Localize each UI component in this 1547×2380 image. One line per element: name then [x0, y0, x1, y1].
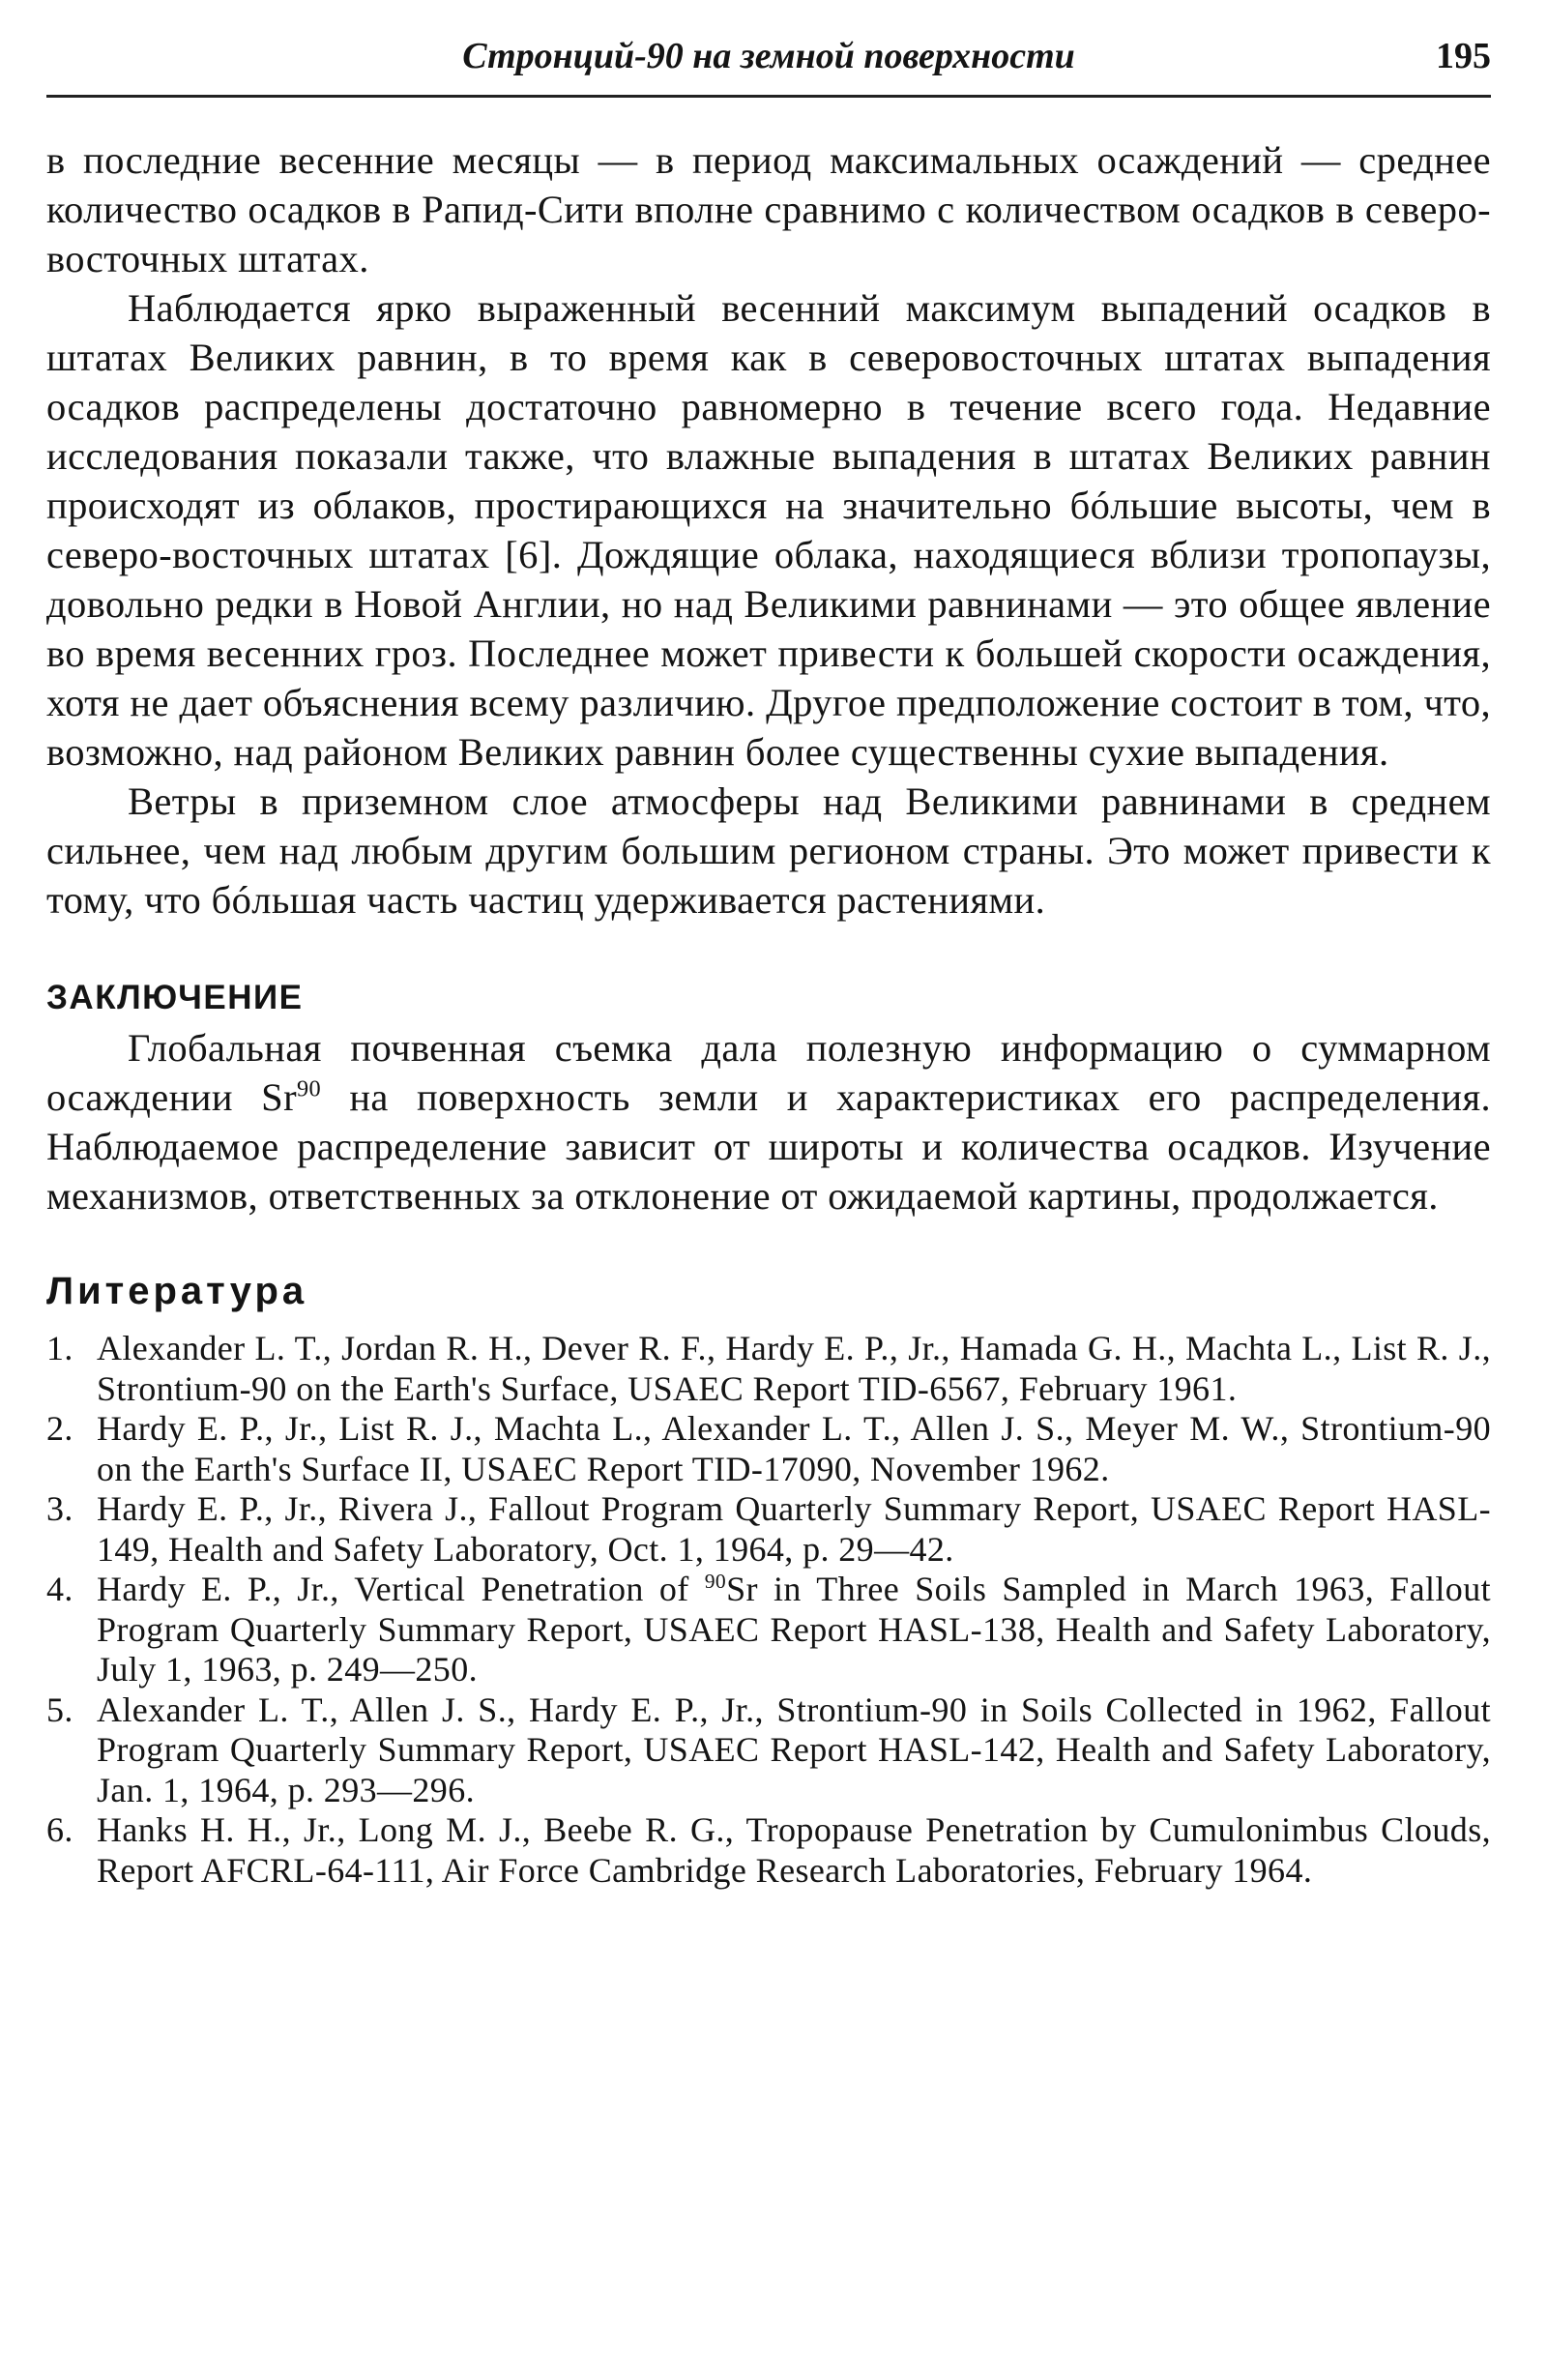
reference-superscript: 90 — [704, 1570, 727, 1593]
header-rule — [46, 95, 1491, 98]
conclusion-heading: ЗАКЛЮЧЕНИЕ — [46, 979, 304, 1016]
paragraph-winds: Ветры в приземном слое атмосферы над Великими равнинами в среднем сильнее, чем над любым другим большим регионом страны. Это может привести к тому, что бóльшая часть частиц удерживается растениями. — [46, 779, 1491, 922]
reference-item — [46, 1489, 1491, 1570]
reference-number: 1. — [46, 1329, 73, 1367]
reference-text: Alexander L. T., Jordan R. H., Dever R. F., Hardy E. P., Jr., Hamada G. H., Machta L., List R. J., Strontium-90 on the Earth's Surface, USAEC Report TID-6567, February 1961. — [97, 1329, 1491, 1408]
reference-number: 4. — [46, 1570, 73, 1608]
reference-item — [46, 1329, 1491, 1409]
reference-text: Hardy E. P., Jr., Rivera J., Fallout Program Quarterly Summary Report, USAEC Report HASL-149, Health and Safety Laboratory, Oct. 1, 1964, p. 29—42. — [97, 1489, 1491, 1569]
reference-text: Alexander L. T., Allen J. S., Hardy E. P., Jr., Strontium-90 in Soils Collected in 1962, Fallout Program Quarterly Summary Report, USAEC Report HASL-142, Health and Safety Laboratory, Jan. 1, 1964, p. 293—296. — [97, 1690, 1491, 1809]
running-title: Стронций-90 на земной поверхности — [462, 36, 1075, 76]
reference-text-end: Sr in Three Soils Sampled in March 1963, Fallout Program Quarterly Summary Report, USAEC Report HASL-138, Health and Safety Laboratory, July 1, 1963, p. 249—250. — [97, 1570, 1491, 1689]
conclusion-text-start: Глобальная почвенная съемка дала полезную информацию о суммарном осаждении Sr — [46, 1026, 1491, 1119]
reference-text-start: Hardy E. P., Jr., Vertical Penetration of — [97, 1570, 705, 1608]
conclusion-paragraph — [46, 1023, 1491, 1220]
reference-item — [46, 1570, 1491, 1690]
literature-heading: Литература — [46, 1270, 308, 1312]
reference-text: Hanks H. H., Jr., Long M. J., Beebe R. G., Tropopause Penetration by Cumulonimbus Clouds, Report AFCRL-64-111, Air Force Cambridge Research Laboratories, February 1964. — [97, 1810, 1491, 1890]
conclusion-superscript: 90 — [296, 1075, 322, 1102]
reference-number: 6. — [46, 1810, 73, 1849]
paragraph-continued: в последние весенние месяцы — в период максимальных осаждений — среднее количество осадков в Рапид-Сити вполне сравнимо с количеством осадков в северо-восточных штатах. — [46, 138, 1491, 280]
reference-number: 3. — [46, 1489, 73, 1528]
paragraph-spring-maximum: Наблюдается ярко выраженный весенний максимум выпадений осадков в штатах Великих равнин, в то время как в северовосточных штатах выпадения осадков распределены достаточно равномерно в течение всего года. Недавние исследования показали также, что влажные выпадения в штатах Великих равнин происходят из облаков, простирающихся на значительно бóльшие высоты, чем в северо-восточных штатах [6]. Дождящие облака, находящиеся вблизи тропопаузы, довольно редки в Новой Англии, но над Великими равнинами — это общее явление во время весенних гроз. Последнее может привести к большей скорости осаждения, хотя не дает объяснения всему различию. Другое предположение состоит в том, что, возможно, над районом Великих равнин более существенны сухие выпадения. — [46, 286, 1491, 774]
reference-item — [46, 1409, 1491, 1489]
page-number: 195 — [1436, 36, 1491, 76]
reference-number: 2. — [46, 1409, 73, 1448]
running-head — [46, 29, 1491, 83]
reference-item — [46, 1690, 1491, 1811]
reference-text: Hardy E. P., Jr., List R. J., Machta L., Alexander L. T., Allen J. S., Meyer M. W., Strontium-90 on the Earth's Surface II, USAEC Report TID-17090, November 1962. — [97, 1409, 1491, 1488]
conclusion-text-end: на поверхность земли и характеристиках его распределения. Наблюдаемое распределение зависит от широты и количества осадков. Изучение механизмов, ответственных за отклонение от ожидаемой картины, продолжается. — [46, 1075, 1492, 1218]
reference-number: 5. — [46, 1690, 73, 1729]
main-text — [46, 135, 1491, 1891]
reference-item — [46, 1810, 1491, 1891]
reference-list — [46, 1329, 1491, 1891]
